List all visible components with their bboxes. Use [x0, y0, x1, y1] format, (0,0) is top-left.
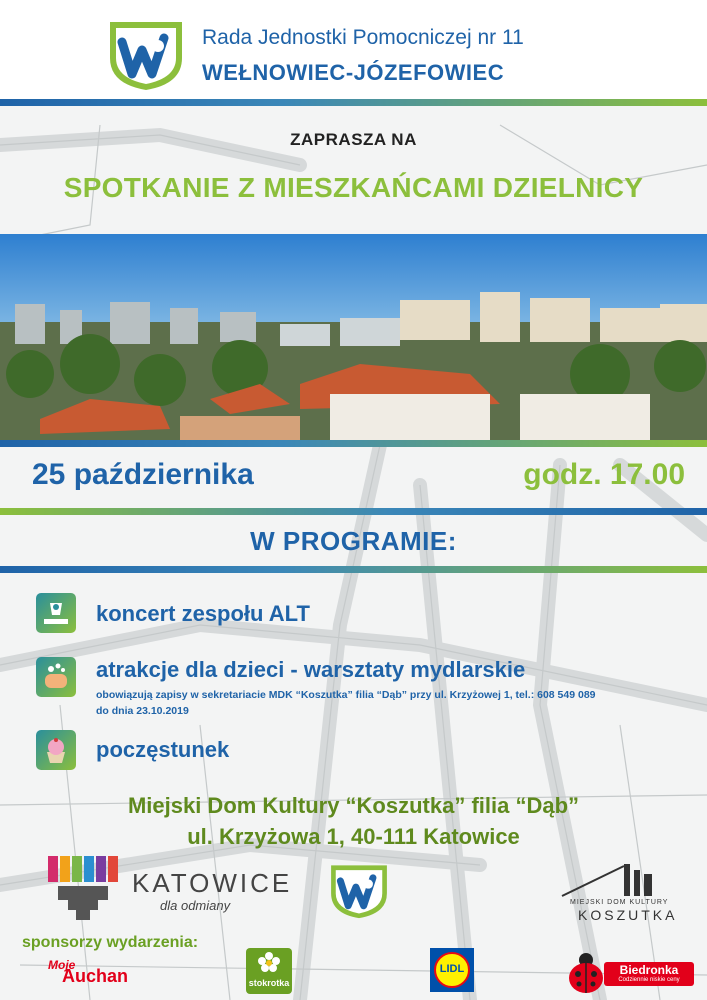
katowice-logo-text: KATOWICE — [132, 868, 293, 898]
header-divider — [0, 99, 707, 106]
district-name: WEŁNOWIEC-JÓZEFOWIEC — [202, 60, 505, 85]
auchan-logo-text: Auchan — [62, 966, 129, 986]
program-heading: W PROGRAMIE: — [250, 526, 457, 556]
biedronka-badge — [604, 962, 694, 986]
program-item-workshops: atrakcje dla dzieci - warsztaty mydlarskie — [96, 657, 526, 682]
registration-note: obowiązują zapisy w sekretariacie MDK “Koszutka” filia “Dąb” przy ul. Krzyżowej 1, tel.: 608 549 089 — [96, 689, 596, 701]
stokrotka-logo — [246, 948, 292, 994]
stokrotka-logo-text: stokrotka — [248, 978, 290, 988]
photo-divider — [0, 440, 707, 447]
concert-icon — [36, 593, 76, 633]
lidl-logo — [430, 948, 474, 992]
auchan-logo-moje: Moje — [48, 958, 76, 972]
katowice-logo-icon — [44, 856, 130, 926]
biedronka-logo-text: Biedronka — [619, 963, 679, 977]
event-time: godz. 17.00 — [523, 458, 685, 491]
meeting-title: SPOTKANIE Z MIESZKAŃCAMI DZIELNICY — [63, 172, 644, 203]
invites-heading: ZAPRASZA NA — [290, 130, 417, 149]
city-panorama-illustration — [0, 234, 707, 440]
koszutka-logo-subtitle: MIEJSKI DOM KULTURY — [570, 899, 669, 906]
sponsors-label: sponsorzy wydarzenia: — [22, 934, 199, 951]
program-item-refreshments: poczęstunek — [96, 737, 230, 762]
venue-name: Miejski Dom Kultury “Koszutka” filia “Dąb” — [127, 793, 580, 818]
koszutka-logo-text: KOSZUTKA — [578, 907, 678, 923]
soap-icon — [36, 657, 76, 697]
district-logo — [106, 18, 186, 92]
katowice-logo-slogan: dla odmiany — [160, 898, 231, 913]
event-date: 25 października — [32, 458, 254, 491]
koszutka-logo-icon — [560, 858, 660, 898]
program-item-concert: koncert zespołu ALT — [96, 601, 310, 626]
header — [0, 0, 707, 100]
date-divider — [0, 508, 707, 515]
registration-deadline: do dnia 23.10.2019 — [96, 705, 189, 717]
council-name: Rada Jednostki Pomocniczej nr 11 — [202, 26, 524, 49]
stokrotka-flower-icon — [246, 948, 292, 976]
venue-address: ul. Krzyżowa 1, 40-111 Katowice — [187, 824, 520, 849]
biedronka-logo — [566, 950, 696, 994]
city-panorama-photo — [0, 234, 707, 440]
auchan-logo — [48, 958, 152, 990]
program-divider — [0, 566, 707, 573]
cupcake-icon — [36, 730, 76, 770]
lidl-logo-text: LIDL — [439, 963, 465, 975]
district-logo-small — [328, 862, 390, 920]
biedronka-logo-slogan: Codziennie niskie ceny — [618, 977, 680, 983]
ladybug-icon — [566, 950, 606, 994]
